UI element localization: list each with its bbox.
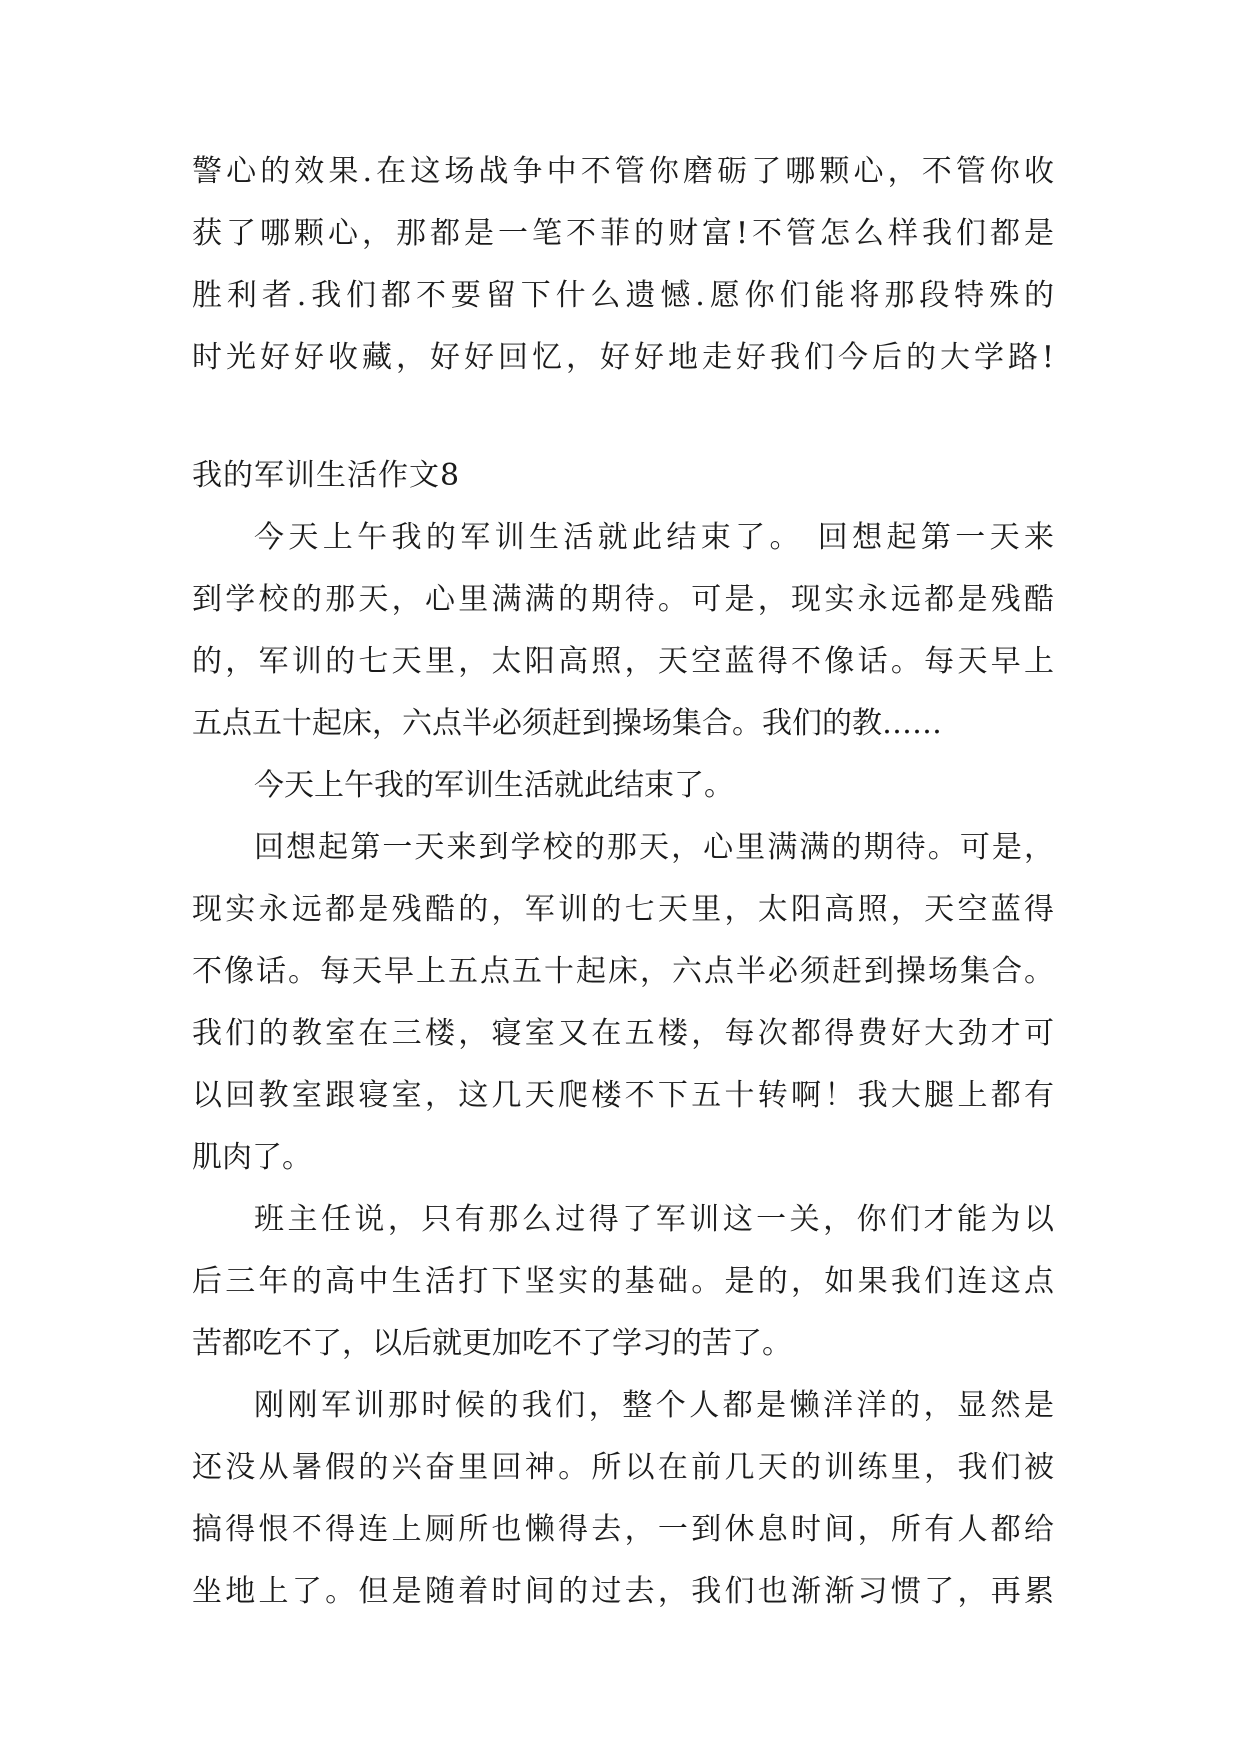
text-line: 肌肉了。 [192, 1140, 312, 1175]
paragraph-first-line: 今天上午我的军训生活就此结束了。 [254, 768, 734, 803]
text-line: 坐地上了。但是随着时间的过去，我们也渐渐习惯了，再累 [192, 1574, 1054, 1609]
paragraph-first-line: 今天上午我的军训生活就此结束了。 回想起第一天来 [254, 520, 1054, 555]
paragraph-first-line: 班主任说，只有那么过得了军训这一关，你们才能为以 [254, 1202, 1054, 1237]
text-line: 胜利者.我们都不要留下什么遗憾.愿你们能将那段特殊的 [192, 278, 1054, 313]
text-line: 时光好好收藏，好好回忆，好好地走好我们今后的大学路! [192, 340, 1054, 375]
paragraph-first-line: 刚刚军训那时候的我们，整个人都是懒洋洋的，显然是 [254, 1388, 1054, 1423]
text-line: 警心的效果.在这场战争中不管你磨砺了哪颗心，不管你收 [192, 154, 1054, 189]
text-line: 苦都吃不了，以后就更加吃不了学习的苦了。 [192, 1326, 792, 1361]
text-line: 到学校的那天，心里满满的期待。可是，现实永远都是残酷 [192, 582, 1054, 617]
text-line: 获了哪颗心，那都是一笔不菲的财富!不管怎么样我们都是 [192, 216, 1054, 251]
text-line: 还没从暑假的兴奋里回神。所以在前几天的训练里，我们被 [192, 1450, 1054, 1485]
paragraph-first-line: 回想起第一天来到学校的那天，心里满满的期待。可是， [254, 830, 1054, 865]
text-line: 后三年的高中生活打下坚实的基础。是的，如果我们连这点 [192, 1264, 1054, 1299]
text-line: 我们的教室在三楼，寝室又在五楼，每次都得费好大劲才可 [192, 1016, 1054, 1051]
section-title: 我的军训生活作文8 [192, 458, 461, 493]
text-line: 的，军训的七天里，太阳高照，天空蓝得不像话。每天早上 [192, 644, 1054, 679]
text-line: 搞得恨不得连上厕所也懒得去，一到休息时间，所有人都给 [192, 1512, 1054, 1547]
text-line: 现实永远都是残酷的，军训的七天里，太阳高照，天空蓝得 [192, 892, 1054, 927]
text-line: 不像话。每天早上五点五十起床，六点半必须赶到操场集合。 [192, 954, 1054, 989]
text-line: 以回教室跟寝室，这几天爬楼不下五十转啊！我大腿上都有 [192, 1078, 1054, 1113]
text-line: 五点五十起床，六点半必须赶到操场集合。我们的教…… [192, 706, 942, 741]
